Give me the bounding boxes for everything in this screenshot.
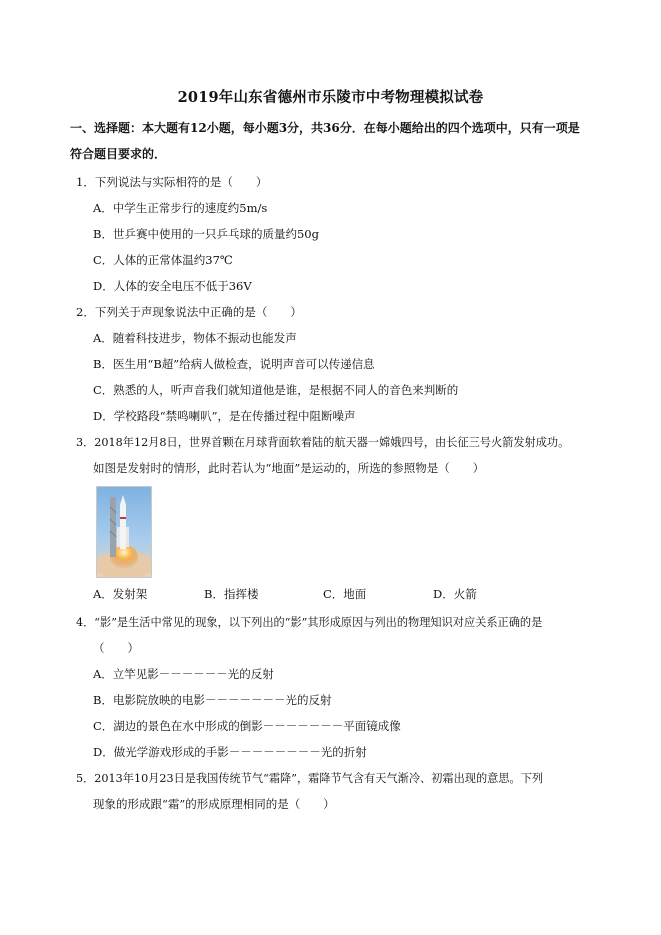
page-title: 2019年山东省德州市乐陵市中考物理模拟试卷 — [177, 89, 484, 106]
question-2-stem: 2．下列关于声现象说法中正确的是（ ） — [76, 305, 302, 319]
section-heading-line-2: 符合题目要求的． — [70, 147, 167, 161]
question-4-option-c: C．湖边的景色在水中形成的倒影－－－－－－－平面镜成像 — [93, 719, 401, 733]
question-3-options — [93, 586, 513, 604]
question-4-stem-line-1: 4．“影”是生活中常见的现象，以下列出的“影”其形成原因与列出的物理知识对应关系正确的是 — [76, 616, 543, 629]
question-2-option-d: D．学校路段“禁鸣喇叭”，是在传播过程中阻断噪声 — [93, 409, 356, 423]
question-1-option-a: A．中学生正常步行的速度约5m/s — [93, 201, 268, 215]
section-heading-line-1: 一、选择题：本大题有12小题，每小题3分，共36分．在每小题给出的四个选项中，只有一项是 — [70, 121, 580, 135]
question-5-stem-line-2: 现象的形成跟“霜”的形成原理相同的是（ ） — [93, 797, 335, 811]
question-2-option-c: C．熟悉的人，听声音我们就知道他是谁，是根据不同人的音色来判断的 — [93, 383, 459, 397]
section-heading — [70, 115, 610, 167]
question-4-option-a: A．立竿见影－－－－－－光的反射 — [93, 667, 274, 681]
question-4-stem-line-2: （ ） — [93, 641, 139, 655]
rocket-launch-image — [96, 486, 152, 578]
question-4-option-d: D．做光学游戏形成的手影－－－－－－－－光的折射 — [93, 745, 367, 759]
question-2-option-b: B．医生用“B超”给病人做检查，说明声音可以传递信息 — [93, 357, 375, 371]
question-5-stem-line-1: 5．2013年10月23日是我国传统节气“霜降”，霜降节气含有天气渐冷、初霜出现的意思。下列 — [76, 772, 544, 785]
question-3-option-a: A．发射架 — [93, 587, 148, 601]
question-2-option-a: A．随着科技进步，物体不振动也能发声 — [93, 331, 297, 345]
question-3-stem-line-1: 3．2018年12月8日，世界首颗在月球背面软着陆的航天器一嫦娥四号，由长征三号火箭发射成功。 — [76, 436, 570, 449]
question-4-option-b: B．电影院放映的电影－－－－－－－光的反射 — [93, 693, 332, 707]
question-3-option-d: D．火箭 — [433, 587, 477, 601]
question-3-stem-line-2: 如图是发射时的情形，此时若认为“地面”是运动的，所选的参照物是（ ） — [93, 461, 485, 475]
question-3-option-b: B．指挥楼 — [204, 587, 259, 601]
question-1-option-c: C．人体的正常体温约37℃ — [93, 253, 233, 267]
question-3-option-c: C．地面 — [323, 587, 367, 601]
question-1-option-b: B．世乒赛中使用的一只乒乓球的质量约50g — [93, 227, 319, 241]
question-1-stem: 1．下列说法与实际相符的是（ ） — [76, 175, 268, 189]
question-1-option-d: D．人体的安全电压不低于36V — [93, 279, 252, 293]
